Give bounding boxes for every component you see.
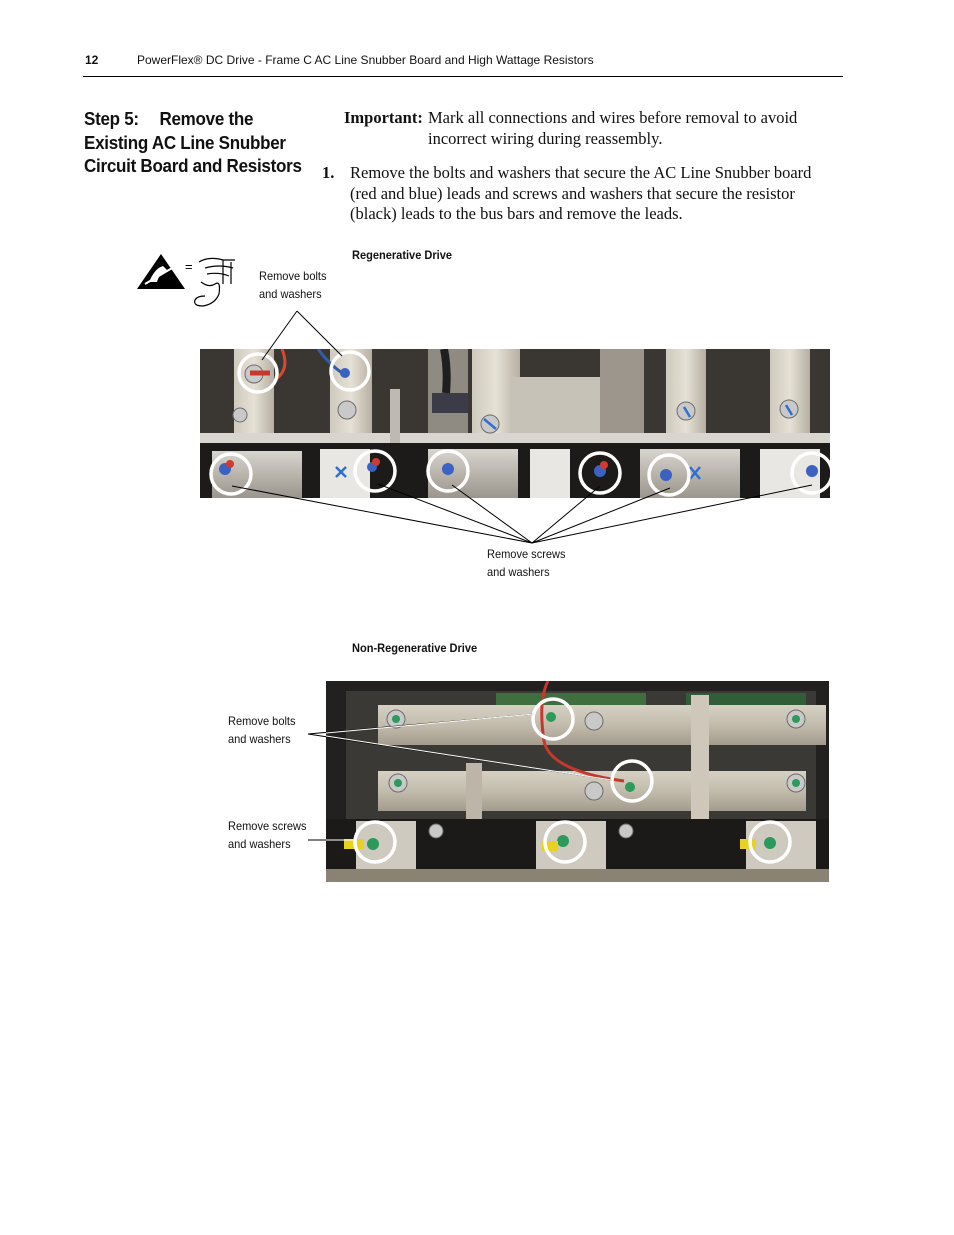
callout-regen-bolts-line1: Remove bolts [259, 269, 327, 283]
callout-regen-screws-line2: and washers [487, 564, 550, 579]
figure-caption-regenerative: Regenerative Drive [352, 248, 453, 262]
instruction-number: 1. [322, 163, 335, 182]
step-label: Step 5: [84, 108, 139, 129]
step-heading [84, 107, 305, 178]
callout-nonregen-screws-line2: and washers [228, 836, 291, 851]
figure-caption-non-regenerative: Non-Regenerative Drive [352, 641, 478, 655]
important-label: Important: [344, 108, 423, 127]
esd-equals-sign: = [185, 259, 193, 274]
header-rule [83, 76, 843, 77]
callout-nonregen-bolts [228, 713, 296, 748]
callout-nonregen-bolts-line2: and washers [228, 731, 291, 746]
photo-regenerative-drive [200, 349, 830, 498]
step-title-line2: Existing AC Line Snubber [84, 131, 286, 153]
callout-nonregen-screws-line1: Remove screws [228, 819, 307, 833]
instruction-text: Remove the bolts and washers that secure the AC Line Snubber board (red and blue) leads and screws and washers that secure the resistor (black) leads to the bus bars and remove the leads. [350, 163, 812, 223]
callout-nonregen-bolts-line1: Remove bolts [228, 714, 296, 728]
callout-regen-bolts [259, 268, 327, 303]
important-text: Mark all connections and wires before removal to avoid incorrect wiring during reassembly. [428, 108, 798, 148]
page-number: 12 [85, 53, 99, 67]
callout-nonregen-screws [228, 818, 307, 853]
step-title-line1: Remove the [159, 108, 254, 129]
callout-regen-screws-line1: Remove screws [487, 547, 566, 561]
callout-regen-screws [487, 546, 566, 581]
running-header-title: PowerFlex® DC Drive - Frame C AC Line Snubber Board and High Wattage Resistors [137, 53, 594, 67]
esd-warning-icon [135, 252, 245, 314]
callout-regen-bolts-line2: and washers [259, 286, 322, 301]
step-title-line3: Circuit Board and Resistors [84, 155, 302, 176]
photo-non-regenerative-drive [326, 681, 829, 882]
